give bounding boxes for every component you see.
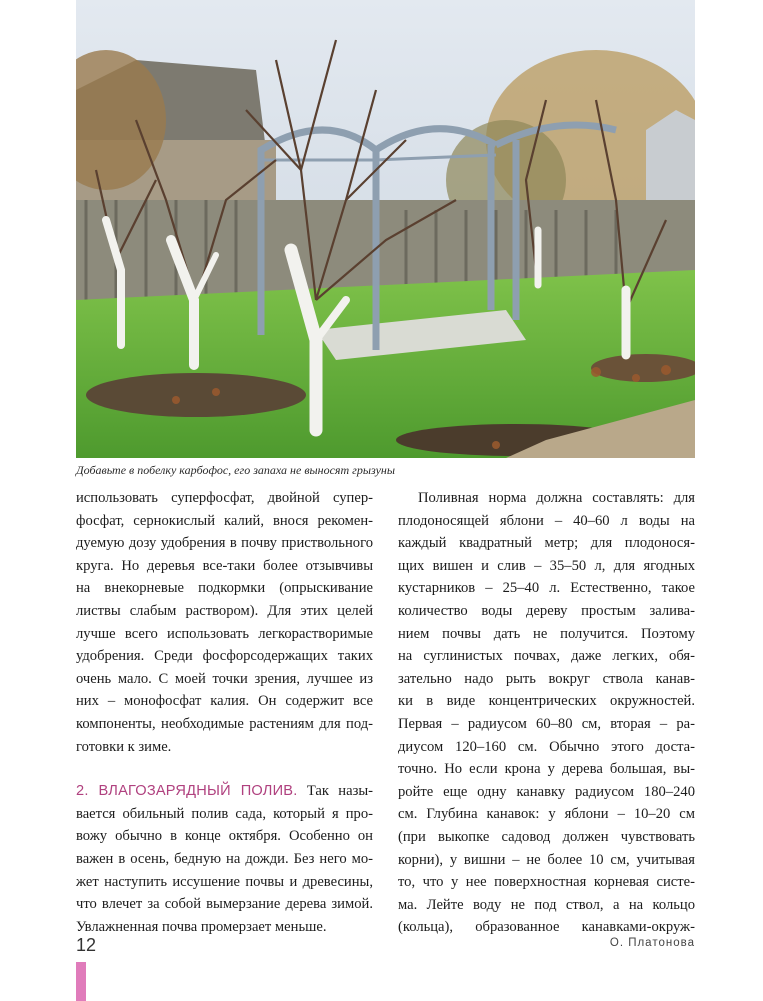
text-line: Увлажненная почва промерзает меньше.: [76, 918, 327, 935]
text-line: вается обильный полив сада, который я про-: [76, 805, 373, 822]
section-heading: 2. ВЛАГОЗАРЯДНЫЙ ПОЛИВ.: [76, 783, 298, 800]
text-line: очень мало. С моей точки зрения, лучшее из: [76, 670, 373, 687]
text-line: готовки к зиме.: [76, 738, 172, 755]
text-line: на суглинистых почвах, даже легких, обя-: [398, 648, 695, 665]
text-line: что влечет за собой вымерзание дерева зимой.: [76, 896, 373, 913]
text-line: компоненты, необходимые растениям для под-: [76, 715, 373, 732]
paragraph: [76, 487, 373, 758]
text-line: Поливная норма должна составлять: для: [418, 490, 695, 506]
text-line: ма. Лейте воду не под ствол, а на кольцо: [398, 896, 695, 913]
paragraph: [76, 780, 373, 938]
text-line: использовать суперфосфат, двойной супер-: [76, 490, 373, 506]
text-line: (кольца), образованное канавками-окруж-: [398, 919, 695, 936]
text-line: [76, 780, 373, 803]
text-line: лучше всего использовать легкорастворимые: [76, 625, 373, 642]
text-line: ки в виде концентрических окружностей.: [398, 693, 695, 710]
text-line: точно. Но если крона у дерева большая, вы-: [398, 761, 695, 778]
paragraph: [398, 487, 695, 939]
page-edge-tab: [76, 962, 86, 1001]
left-column: [76, 487, 373, 938]
text-line: листвы слабым раствором). Для этих целей: [76, 602, 373, 619]
text-line: дуемую дозу удобрения в почву приствольного: [76, 535, 373, 552]
text-line: Первая – радиусом 60–80 см, вторая – ра-: [398, 715, 695, 732]
text-line: кустарников – 25–40 л. Естественно, такое: [398, 580, 695, 597]
text-line: на внекорневые подкормки (опрыскивание: [76, 580, 373, 597]
text-line: количество воды дереву простым залива-: [398, 602, 695, 619]
text-line: щих вишен и слив – 35–50 л, для ягодных: [398, 557, 695, 574]
page-number: 12: [76, 935, 97, 955]
text-line: каждый квадратный метр; для плодонося-: [398, 535, 695, 552]
text-line: см. Глубина канавок: у яблони – 10–20 см: [398, 806, 695, 823]
right-column: [398, 487, 695, 939]
text-line: плодоносящей яблони – 40–60 л воды на: [398, 512, 695, 529]
text-line: нием почвы дать не получится. Поэтому: [398, 625, 695, 642]
garden-photo: [76, 0, 695, 458]
text-line: корни), у вишни – не более 10 см, учитывая: [398, 851, 695, 868]
text-line: них – монофосфат калия. Он содержит все: [76, 693, 373, 710]
text-line: диусом 120–160 см. Обычно этого доста-: [398, 738, 695, 755]
text-line: ройте еще одну канавку радиусом 180–240: [398, 783, 695, 800]
text-line: важен в осень, бедную на дожди. Без него мо-: [76, 850, 373, 867]
text-line: то, что у нее поверхностная корневая систе-: [398, 874, 695, 891]
running-author: О. Платонова: [609, 937, 695, 949]
garden-photo-illustration: [76, 0, 695, 458]
text-line: фосфат, сернокислый калий, внося рекомен-: [76, 512, 373, 529]
text-line: зательно надо рыть вокруг ствола канав-: [398, 670, 695, 687]
text-line: круга. Но деревья все-таки более отзывчивы: [76, 557, 373, 574]
text-line: жет наступить иссушение почвы и древесины,: [76, 873, 373, 890]
text-line: вожу обычно в конце октября. Особенно он: [76, 828, 373, 845]
photo-caption: Добавьте в побелку карбофос, его запаха не выносят грызуны: [76, 463, 395, 477]
text-line: (при выкопке садовод должен чувствовать: [398, 828, 695, 845]
heading-continuation: Так назы-: [306, 783, 374, 800]
text-line: удобрения. Среди фосфорсодержащих таких: [76, 648, 373, 665]
